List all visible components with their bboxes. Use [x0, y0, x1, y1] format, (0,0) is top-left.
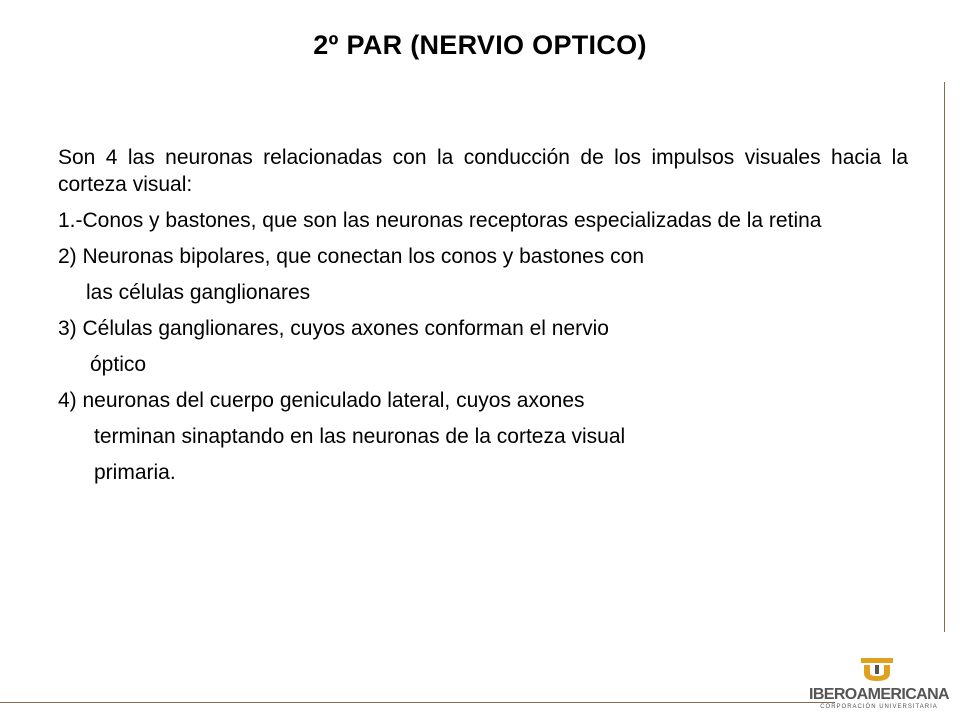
right-border-line: [944, 82, 945, 632]
paragraph-item-4: 4) neuronas del cuerpo geniculado lateral, cuyos axones: [58, 389, 585, 412]
paragraph-intro: Son 4 las neuronas relacionadas con la conducción de los impulsos visuales hacia la corteza visual:: [58, 146, 908, 196]
paragraph-item-4-end: primaria.: [94, 461, 176, 484]
iberoamericana-logo: [808, 657, 950, 717]
paragraph-item-2: 2) Neuronas bipolares, que conectan los conos y bastones con: [58, 245, 645, 268]
paragraph-item-3: 3) Células ganglionares, cuyos axones conforman el nervio: [58, 317, 609, 340]
slide-title: 2º PAR (NERVIO OPTICO): [313, 30, 647, 60]
logo-subtitle: CORPORACIÓN UNIVERSITARIA: [820, 704, 938, 710]
paragraph-item-4-continuation: terminan sinaptando en las neuronas de la corteza visual: [94, 425, 626, 448]
paragraph-item-1: 1.-Conos y bastones, que son las neuronas receptoras especializadas de la retina: [58, 209, 822, 232]
slide-body: [58, 144, 908, 495]
bottom-border-line: [0, 702, 835, 703]
university-crest-icon: [860, 657, 894, 683]
paragraph-item-3-continuation: óptico: [90, 353, 147, 376]
paragraph-item-2-continuation: las células ganglionares: [86, 281, 311, 304]
logo-name: IBEROAMERICANA: [808, 686, 950, 703]
